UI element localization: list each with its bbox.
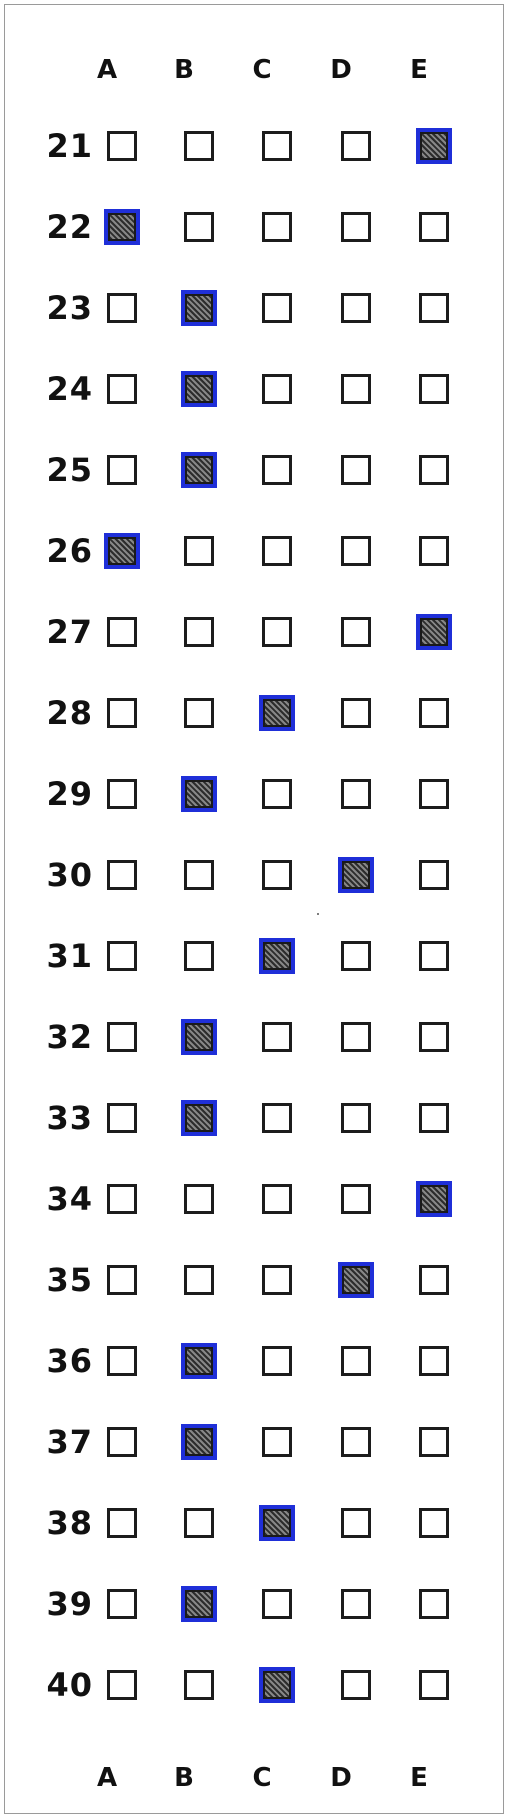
answer-box-24-a[interactable] <box>107 374 137 404</box>
answer-box-26-a[interactable] <box>107 536 137 566</box>
selection-outline <box>104 209 140 245</box>
answer-box-34-b[interactable] <box>184 1184 214 1214</box>
answer-box-31-c[interactable] <box>262 941 292 971</box>
question-row-35 <box>5 1255 503 1305</box>
selection-outline <box>259 1667 295 1703</box>
question-number: 38 <box>46 1504 93 1542</box>
question-row-40 <box>5 1660 503 1710</box>
question-row-37 <box>5 1417 503 1467</box>
selection-outline <box>181 1343 217 1379</box>
answer-box-21-b[interactable] <box>184 131 214 161</box>
answer-box-32-e[interactable] <box>419 1022 449 1052</box>
question-number: 22 <box>46 208 93 246</box>
answer-box-39-a[interactable] <box>107 1589 137 1619</box>
answer-box-40-b[interactable] <box>184 1670 214 1700</box>
answer-box-36-a[interactable] <box>107 1346 137 1376</box>
answer-box-24-d[interactable] <box>341 374 371 404</box>
answer-box-34-c[interactable] <box>262 1184 292 1214</box>
selection-outline <box>416 1181 452 1217</box>
question-row-29 <box>5 769 503 819</box>
answer-box-32-c[interactable] <box>262 1022 292 1052</box>
selection-outline <box>338 857 374 893</box>
selection-outline <box>181 1100 217 1136</box>
answer-box-21-c[interactable] <box>262 131 292 161</box>
footer-letter-d: D <box>330 1763 352 1793</box>
header-letter-d: D <box>330 55 352 85</box>
answer-box-36-c[interactable] <box>262 1346 292 1376</box>
footer-letter-a: A <box>96 1763 118 1793</box>
question-row-39 <box>5 1579 503 1629</box>
question-row-24 <box>5 364 503 414</box>
answer-box-37-e[interactable] <box>419 1427 449 1457</box>
answer-box-28-b[interactable] <box>184 698 214 728</box>
answer-box-29-a[interactable] <box>107 779 137 809</box>
selection-outline <box>338 1262 374 1298</box>
answer-box-21-a[interactable] <box>107 131 137 161</box>
question-number: 21 <box>46 127 93 165</box>
answer-box-40-c[interactable] <box>262 1670 292 1700</box>
answer-box-25-a[interactable] <box>107 455 137 485</box>
answer-box-23-c[interactable] <box>262 293 292 323</box>
answer-box-22-b[interactable] <box>184 212 214 242</box>
answer-box-33-c[interactable] <box>262 1103 292 1133</box>
answer-box-38-c[interactable] <box>262 1508 292 1538</box>
answer-box-33-a[interactable] <box>107 1103 137 1133</box>
answer-box-35-b[interactable] <box>184 1265 214 1295</box>
answer-box-39-d[interactable] <box>341 1589 371 1619</box>
question-number: 29 <box>46 775 93 813</box>
answer-box-39-e[interactable] <box>419 1589 449 1619</box>
answer-box-30-c[interactable] <box>262 860 292 890</box>
answer-box-31-b[interactable] <box>184 941 214 971</box>
selection-outline <box>181 776 217 812</box>
answer-box-24-c[interactable] <box>262 374 292 404</box>
answer-box-35-a[interactable] <box>107 1265 137 1295</box>
answer-box-21-d[interactable] <box>341 131 371 161</box>
answer-box-29-c[interactable] <box>262 779 292 809</box>
answer-box-38-a[interactable] <box>107 1508 137 1538</box>
question-number: 31 <box>46 937 93 975</box>
answer-box-38-e[interactable] <box>419 1508 449 1538</box>
answer-box-28-d[interactable] <box>341 698 371 728</box>
question-row-30 <box>5 850 503 900</box>
answer-box-30-b[interactable] <box>184 860 214 890</box>
question-number: 40 <box>46 1666 93 1704</box>
question-number: 26 <box>46 532 93 570</box>
answer-box-38-d[interactable] <box>341 1508 371 1538</box>
answer-box-31-a[interactable] <box>107 941 137 971</box>
answer-box-36-e[interactable] <box>419 1346 449 1376</box>
selection-outline <box>416 614 452 650</box>
answer-box-30-d[interactable] <box>341 860 371 890</box>
selection-outline <box>259 695 295 731</box>
answer-box-24-b[interactable] <box>184 374 214 404</box>
question-number: 36 <box>46 1342 93 1380</box>
selection-outline <box>181 290 217 326</box>
question-number: 33 <box>46 1099 93 1137</box>
footer-letter-e: E <box>410 1763 428 1793</box>
answer-box-23-e[interactable] <box>419 293 449 323</box>
answer-box-27-c[interactable] <box>262 617 292 647</box>
answer-box-27-a[interactable] <box>107 617 137 647</box>
question-row-38 <box>5 1498 503 1548</box>
answer-box-22-e[interactable] <box>419 212 449 242</box>
answer-box-25-c[interactable] <box>262 455 292 485</box>
selection-outline <box>416 128 452 164</box>
question-number: 23 <box>46 289 93 327</box>
answer-box-37-b[interactable] <box>184 1427 214 1457</box>
question-number: 34 <box>46 1180 93 1218</box>
selection-outline <box>181 1019 217 1055</box>
answer-box-26-b[interactable] <box>184 536 214 566</box>
question-row-26 <box>5 526 503 576</box>
answer-box-26-e[interactable] <box>419 536 449 566</box>
footer-letter-c: C <box>252 1763 272 1793</box>
question-number: 27 <box>46 613 93 651</box>
answer-box-23-d[interactable] <box>341 293 371 323</box>
answer-box-37-c[interactable] <box>262 1427 292 1457</box>
question-row-25 <box>5 445 503 495</box>
answer-box-32-d[interactable] <box>341 1022 371 1052</box>
answer-box-40-a[interactable] <box>107 1670 137 1700</box>
answer-box-22-a[interactable] <box>107 212 137 242</box>
answer-box-29-d[interactable] <box>341 779 371 809</box>
question-number: 30 <box>46 856 93 894</box>
answer-box-33-d[interactable] <box>341 1103 371 1133</box>
answer-box-27-b[interactable] <box>184 617 214 647</box>
answer-box-36-b[interactable] <box>184 1346 214 1376</box>
column-header-row <box>5 45 503 95</box>
question-row-31 <box>5 931 503 981</box>
answer-box-28-c[interactable] <box>262 698 292 728</box>
selection-outline <box>181 371 217 407</box>
question-row-32 <box>5 1012 503 1062</box>
answer-box-36-d[interactable] <box>341 1346 371 1376</box>
answer-box-23-b[interactable] <box>184 293 214 323</box>
question-row-22 <box>5 202 503 252</box>
answer-sheet <box>4 4 504 1814</box>
question-number: 35 <box>46 1261 93 1299</box>
answer-box-28-e[interactable] <box>419 698 449 728</box>
question-row-21 <box>5 121 503 171</box>
question-number: 25 <box>46 451 93 489</box>
scan-speck <box>317 913 319 915</box>
answer-box-27-e[interactable] <box>419 617 449 647</box>
selection-outline <box>259 1505 295 1541</box>
answer-box-37-a[interactable] <box>107 1427 137 1457</box>
question-row-27 <box>5 607 503 657</box>
selection-outline <box>181 1424 217 1460</box>
answer-box-39-b[interactable] <box>184 1589 214 1619</box>
answer-box-26-d[interactable] <box>341 536 371 566</box>
question-number: 39 <box>46 1585 93 1623</box>
answer-box-37-d[interactable] <box>341 1427 371 1457</box>
answer-box-33-e[interactable] <box>419 1103 449 1133</box>
header-letter-b: B <box>174 55 194 85</box>
selection-outline <box>181 1586 217 1622</box>
answer-box-35-e[interactable] <box>419 1265 449 1295</box>
answer-box-38-b[interactable] <box>184 1508 214 1538</box>
answer-box-30-e[interactable] <box>419 860 449 890</box>
answer-box-24-e[interactable] <box>419 374 449 404</box>
question-number: 24 <box>46 370 93 408</box>
selection-outline <box>104 533 140 569</box>
answer-box-32-a[interactable] <box>107 1022 137 1052</box>
selection-outline <box>181 452 217 488</box>
header-letter-e: E <box>410 55 428 85</box>
answer-box-23-a[interactable] <box>107 293 137 323</box>
answer-box-25-d[interactable] <box>341 455 371 485</box>
question-number: 28 <box>46 694 93 732</box>
answer-box-26-c[interactable] <box>262 536 292 566</box>
answer-box-29-e[interactable] <box>419 779 449 809</box>
answer-box-34-d[interactable] <box>341 1184 371 1214</box>
answer-box-31-d[interactable] <box>341 941 371 971</box>
column-footer-row <box>5 1753 503 1803</box>
question-row-34 <box>5 1174 503 1224</box>
answer-box-25-e[interactable] <box>419 455 449 485</box>
question-number: 37 <box>46 1423 93 1461</box>
answer-box-29-b[interactable] <box>184 779 214 809</box>
answer-box-34-e[interactable] <box>419 1184 449 1214</box>
question-row-28 <box>5 688 503 738</box>
header-letter-a: A <box>96 55 118 85</box>
answer-box-34-a[interactable] <box>107 1184 137 1214</box>
answer-box-40-d[interactable] <box>341 1670 371 1700</box>
answer-box-22-d[interactable] <box>341 212 371 242</box>
question-number: 32 <box>46 1018 93 1056</box>
answer-box-40-e[interactable] <box>419 1670 449 1700</box>
answer-box-35-c[interactable] <box>262 1265 292 1295</box>
answer-box-33-b[interactable] <box>184 1103 214 1133</box>
answer-box-28-a[interactable] <box>107 698 137 728</box>
answer-box-31-e[interactable] <box>419 941 449 971</box>
answer-box-30-a[interactable] <box>107 860 137 890</box>
answer-box-22-c[interactable] <box>262 212 292 242</box>
selection-outline <box>259 938 295 974</box>
answer-box-35-d[interactable] <box>341 1265 371 1295</box>
question-row-33 <box>5 1093 503 1143</box>
question-row-23 <box>5 283 503 333</box>
answer-box-39-c[interactable] <box>262 1589 292 1619</box>
answer-box-21-e[interactable] <box>419 131 449 161</box>
question-row-36 <box>5 1336 503 1386</box>
answer-box-27-d[interactable] <box>341 617 371 647</box>
header-letter-c: C <box>252 55 272 85</box>
answer-box-32-b[interactable] <box>184 1022 214 1052</box>
answer-box-25-b[interactable] <box>184 455 214 485</box>
footer-letter-b: B <box>174 1763 194 1793</box>
